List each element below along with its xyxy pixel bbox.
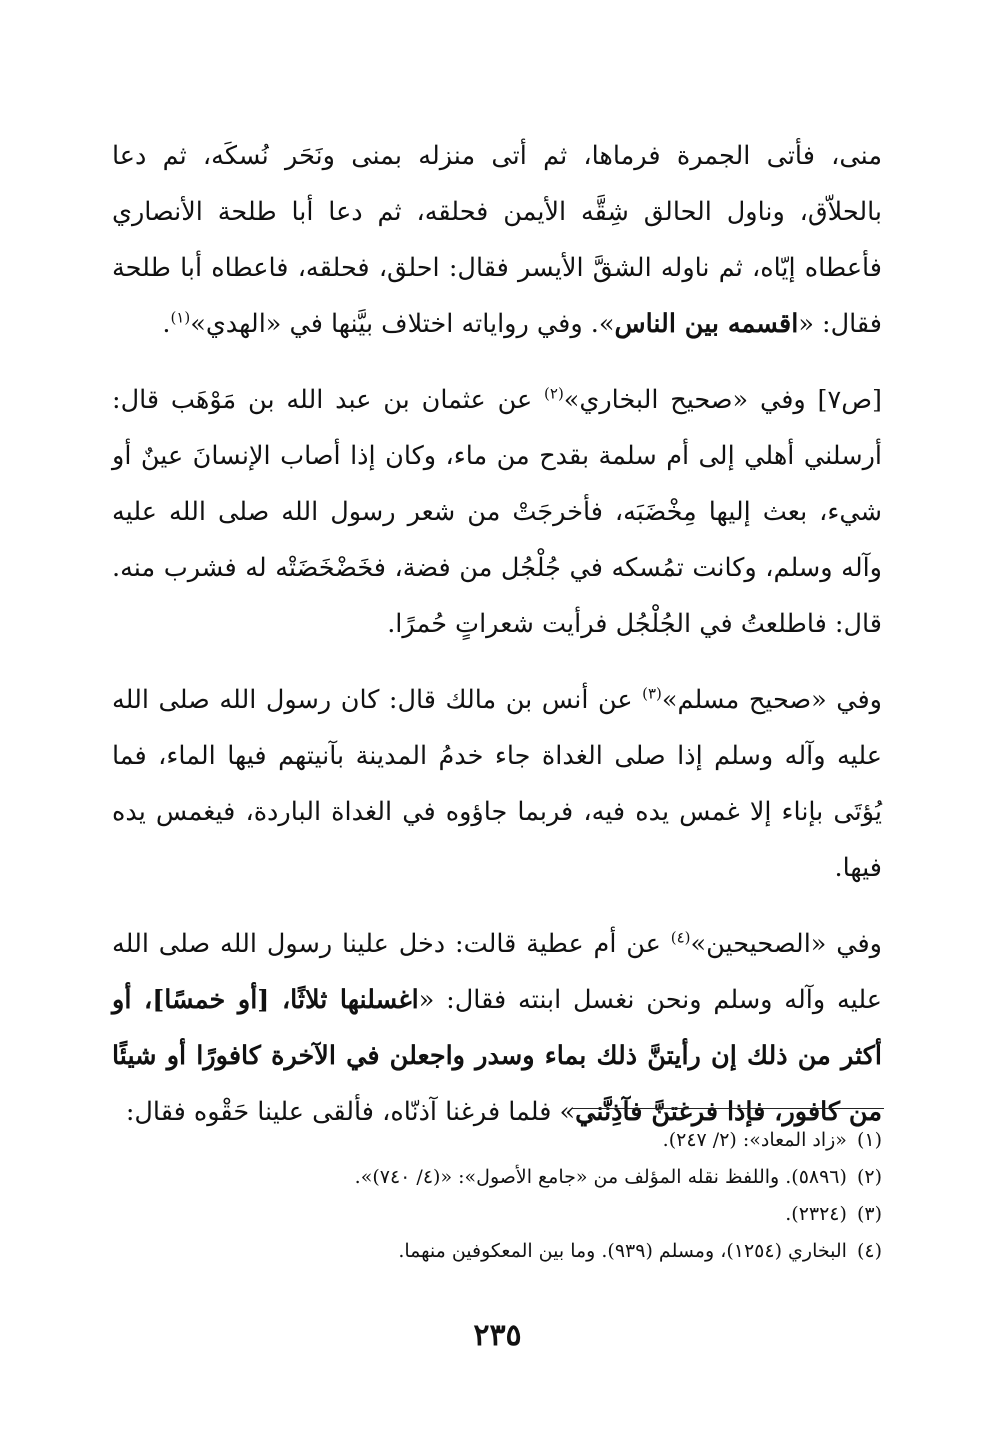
footnote-text: «زاد المعاد»: (٢/ ٢٤٧). bbox=[662, 1129, 847, 1151]
footnote-text: (٢٣٢٤). bbox=[785, 1203, 847, 1225]
footnote bbox=[112, 1196, 882, 1233]
footnote-number: (٣) bbox=[856, 1203, 882, 1225]
text-run: » فلما فرغنا آذنّاه، فألقى علينا حَقْوه فقال: bbox=[125, 1097, 576, 1127]
text-run: عن أم عطية قالت: دخل علينا رسول الله صلى الله عليه وآله وسلم ونحن نغسل ابنته فقال: « bbox=[112, 929, 882, 1015]
footnote-ref: (٢) bbox=[544, 384, 564, 403]
footnote-ref: (٤) bbox=[670, 928, 691, 947]
paragraph bbox=[112, 128, 882, 352]
footnote-number: (٤) bbox=[856, 1240, 882, 1262]
text-run: [ص٧] وفي «صحيح البخاري» bbox=[563, 385, 882, 415]
footnotes bbox=[112, 1122, 882, 1270]
text-run: عن أنس بن مالك قال: كان رسول الله صلى الله عليه وآله وسلم إذا صلى الغداة جاء خدمُ المدينة بآنيتهم فيها الماء، فما يُؤتَى بإناء إلا غمس يده فيه، فربما جاؤوه في الغداة الباردة، فيغمس يده فيها. bbox=[112, 685, 882, 883]
footnote-ref: (١) bbox=[170, 308, 191, 327]
paragraph bbox=[112, 916, 882, 1140]
bold-text-run: اغسلنها ثلاثًا، [أو خمسًا]، أو أكثر من ذلك إن رأيتنَّ ذلك بماء وسدر واجعلن في الآخرة كافورًا أو شيئًا من كافور، فإذا فرغتنَّ فآذِنَّني bbox=[112, 985, 882, 1127]
footnote-number: (٢) bbox=[856, 1166, 882, 1188]
footnote-number: (١) bbox=[856, 1129, 882, 1151]
text-run: ». وفي رواياته اختلاف بيَّنها في «الهدي» bbox=[190, 309, 615, 339]
page-number: ٢٣٥ bbox=[473, 1318, 522, 1353]
footnote bbox=[112, 1122, 882, 1159]
main-text bbox=[112, 128, 882, 1160]
text-run: . bbox=[162, 309, 171, 339]
text-run: وفي «صحيح مسلم» bbox=[661, 685, 883, 715]
footnote-text: (٥٨٩٦). واللفظ نقله المؤلف من «جامع الأصول»: «(٤/ ٧٤٠)». bbox=[354, 1166, 847, 1188]
paragraph bbox=[112, 372, 882, 652]
text-run: منى، فأتى الجمرة فرماها، ثم أتى منزله بمنى ونَحَر نُسكَه، ثم دعا بالحلاّق، وناول الحالق شِقَّه الأيمن فحلقه، ثم دعا أبا طلحة الأنصاري فأعطاه إيّاه، ثم ناوله الشقَّ الأيسر فقال: احلق، فحلقه، فاعطاه أبا طلحة فقال: « bbox=[112, 141, 882, 339]
footnote bbox=[112, 1159, 882, 1196]
text-run: عن عثمان بن عبد الله بن مَوْهَب قال: أرسلني أهلي إلى أم سلمة بقدح من ماء، وكان إذا أصاب الإنسانَ عينٌ أو شيء، بعث إليها مِخْضَبَه، فأخرجَتْ من شعر رسول الله صلى الله عليه وآله وسلم، وكانت تمُسكه في جُلْجُل من فضة، فخَضْخَضَتْه له فشرب منه. قال: فاطلعتُ في الجُلْجُل فرأيت شعراتٍ حُمرًا. bbox=[112, 385, 882, 639]
footnote bbox=[112, 1233, 882, 1270]
footnote-ref: (٣) bbox=[642, 684, 662, 703]
footnote-separator bbox=[572, 1108, 884, 1109]
bold-text-run: اقسمه بين الناس bbox=[614, 309, 799, 339]
footnote-text: البخاري (١٢٥٤)، ومسلم (٩٣٩). وما بين المعكوفين منهما. bbox=[398, 1240, 847, 1262]
paragraph bbox=[112, 672, 882, 896]
text-run: وفي «الصحيحين» bbox=[690, 929, 882, 959]
